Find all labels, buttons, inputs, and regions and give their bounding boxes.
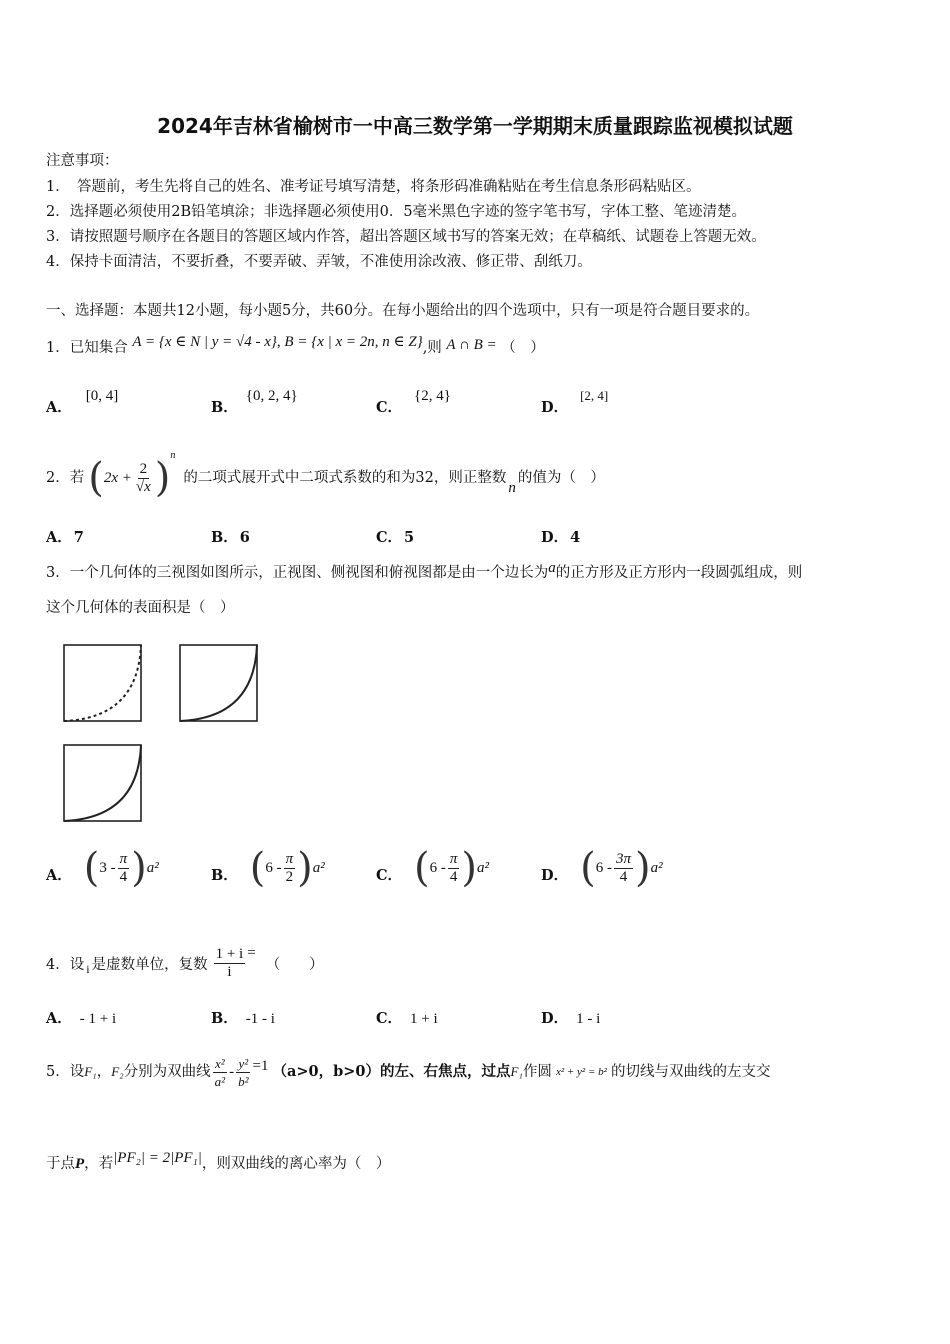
q1-math: A = {x ∈ N | y = √4 - x}, B = {x | x = 2n, n ∈ Z} [132,334,423,350]
q2-math-left: 2x + [103,470,132,486]
q4-eq: = [247,945,256,961]
option-letter: D． [541,867,569,884]
q3-option-b[interactable]: B． ( 6 - $\frac{\pi}{2}$ ) a² [211,845,325,891]
q5-point-p: P [75,1156,85,1172]
q1-option-a[interactable] [46,388,119,418]
q5-line2b: ，若 [84,1156,114,1172]
question-2: 2．若 ( 2x + $\frac{2}{√x}$ ) n 的二项式展开式中二项式系数的和为32，则正整数 n 的值为（ ） [46,448,605,508]
q5-cond: （a>0，b>0）的左、右焦点，过点 [272,1063,511,1080]
q4-i: i [86,962,90,976]
q2-frac-num: 2 [139,460,148,477]
option-letter: C． [376,399,403,416]
q2-suffix: 的值为（ ） [517,470,605,486]
option-value: [0, 4] [85,388,119,404]
option-letter: D． [541,399,569,416]
option-letter: B． [211,529,238,546]
q2-option-b[interactable] [211,528,250,548]
q5-d2: b² [238,1073,249,1089]
q5-n2: y² [238,1055,249,1071]
option-value: 1 - i [576,1011,601,1027]
option-letter: A． [46,1010,72,1027]
q1-suffix: （ ） [501,340,545,356]
q5-p5: 的切线与双曲线的左支交 [610,1064,771,1080]
option-den: 4 [619,868,628,885]
option-letter: C． [376,867,403,884]
option-den: 4 [449,868,458,885]
option-letter: D． [541,529,569,546]
q4-option-a[interactable] [46,1009,116,1029]
option-letter: A． [46,399,72,416]
q4-suffix: （ ） [265,957,324,973]
question-5-line-2 [46,1148,390,1180]
q1-option-b[interactable] [211,388,298,418]
option-letter: A． [46,529,72,546]
top-view [64,745,141,821]
option-value: [2, 4] [580,388,609,403]
option-value: -1 - i [245,1011,275,1027]
q2-exp: n [170,450,176,461]
question-4 [46,925,324,980]
question-1 [46,334,545,358]
option-letter: C． [376,1010,403,1027]
option-num: π [449,850,458,867]
option-letter: A． [46,867,72,884]
q4-den: i [227,964,232,980]
option-tail: a² [477,860,490,876]
option-tail: a² [146,860,159,876]
option-part: 6 - [265,860,282,876]
q5-n1: x² [215,1055,225,1071]
option-value: - 1 + i [79,1011,117,1027]
option-value: 6 [239,529,250,546]
q4-option-b[interactable] [211,1009,275,1029]
q2-text: 的二项式展开式中二项式系数的和为32，则正整数 [183,470,507,486]
q1-option-d[interactable] [541,388,609,418]
q5-f2: F₂ [111,1064,124,1079]
option-num: π [285,850,294,867]
q4-option-d[interactable] [541,1009,600,1029]
option-num: π [119,850,128,867]
notice-item-2: 2．选择题必须使用2B铅笔填涂；非选择题必须使用0．5毫米黑色字迹的签字笔书写，字体工整、笔迹清楚。 [46,204,747,220]
q1-math2: A ∩ B = [446,337,497,353]
option-part: 3 - [99,860,116,876]
q1-prefix: 1．已知集合 [46,340,128,356]
q2-option-d[interactable] [541,528,580,548]
q2-var: n [508,480,516,496]
q1-mid: ,则 [422,340,442,356]
q2-prefix: 2．若 [46,470,85,486]
front-view [64,645,141,721]
q5-p1: 5．设 [46,1064,85,1080]
option-num: 3π [615,850,631,867]
q5-eq1: =1 [252,1058,269,1074]
option-letter: B． [211,867,238,884]
q2-option-c[interactable] [376,528,414,548]
q1-option-c[interactable] [376,388,451,418]
option-part: 6 - [429,860,446,876]
option-value: 1 + i [410,1011,438,1027]
q2-option-a[interactable] [46,528,84,548]
option-tail: a² [650,860,663,876]
q3-var: a [548,560,556,576]
side-view [180,645,257,721]
q5-p4: 作圆 [522,1064,552,1080]
option-den: 2 [285,868,294,885]
question-3-line-2: 这个几何体的表面积是（ ） [46,600,235,616]
q3-option-d[interactable]: D． ( 6 - $\frac{3\pi}{4}$ ) a² [541,845,663,891]
q3-line1-a: 3．一个几何体的三视图如图所示，正视图、侧视图和俯视图都是由一个边长为 [46,565,549,581]
option-tail: a² [312,860,325,876]
q5-f1b: F₁ [510,1064,523,1079]
option-value: 7 [73,529,84,546]
notice-heading: 注意事项： [46,153,119,169]
option-value: 5 [404,529,415,546]
notice-item-1: 1． 答题前，考生先将自己的姓名、准考证号填写清楚，将条形码准确粘贴在考生信息条形码粘贴区。 [46,179,701,195]
q5-circle: x² + y² = b² [555,1066,607,1078]
question-3-line-1 [46,560,803,583]
option-letter: B． [211,1010,238,1027]
option-value: {0, 2, 4} [245,388,298,404]
section-heading: 一、选择题：本题共12小题，每小题5分，共60分。在每小题给出的四个选项中，只有一项是符合题目要求的。 [46,303,760,319]
option-letter: D． [541,1010,569,1027]
q5-minus: - [229,1064,235,1080]
q4-num: 1 + i [215,946,244,962]
q5-f1: F₁ [84,1064,97,1079]
q3-option-a[interactable]: A． ( 3 - $\frac{\pi}{4}$ ) a² [46,845,159,891]
page-title: 2024年吉林省榆树市一中高三数学第一学期期末质量跟踪监视模拟试题 [157,114,793,138]
q5-p3: 分别为双曲线 [123,1064,211,1080]
option-part: 6 - [595,860,612,876]
three-views-figure [58,640,268,825]
option-letter: B． [211,399,238,416]
q4-option-c[interactable] [376,1009,438,1029]
q5-line2a: 于点 [46,1156,75,1172]
q5-d1: a² [214,1073,226,1089]
q4-mid: 是虚数单位，复数 [91,957,208,973]
q3-option-c[interactable]: C． ( 6 - $\frac{\pi}{4}$ ) a² [376,845,490,891]
question-5-line-1 [46,1044,770,1100]
option-letter: C． [376,529,403,546]
option-value: 4 [570,529,581,546]
notice-item-3: 3．请按照题号顺序在各题目的答题区域内作答，超出答题区域书写的答案无效；在草稿纸、试题卷上答题无效。 [46,229,766,245]
option-value: {2, 4} [414,388,451,404]
q4-prefix: 4．设 [46,957,85,973]
q3-line1-b: 的正方形及正方形内一段圆弧组成，则 [555,565,803,581]
option-den: 4 [119,868,128,885]
q5-p2: ， [96,1064,112,1080]
q5-cond2: |PF₂| = 2|PF₁| [113,1150,202,1166]
notice-item-4: 4．保持卡面清洁，不要折叠，不要弄破、弄皱，不准使用涂改液、修正带、刮纸刀。 [46,254,592,270]
q2-frac-den: √x [135,478,151,495]
q5-line2c: ，则双曲线的离心率为（ ） [201,1156,391,1172]
